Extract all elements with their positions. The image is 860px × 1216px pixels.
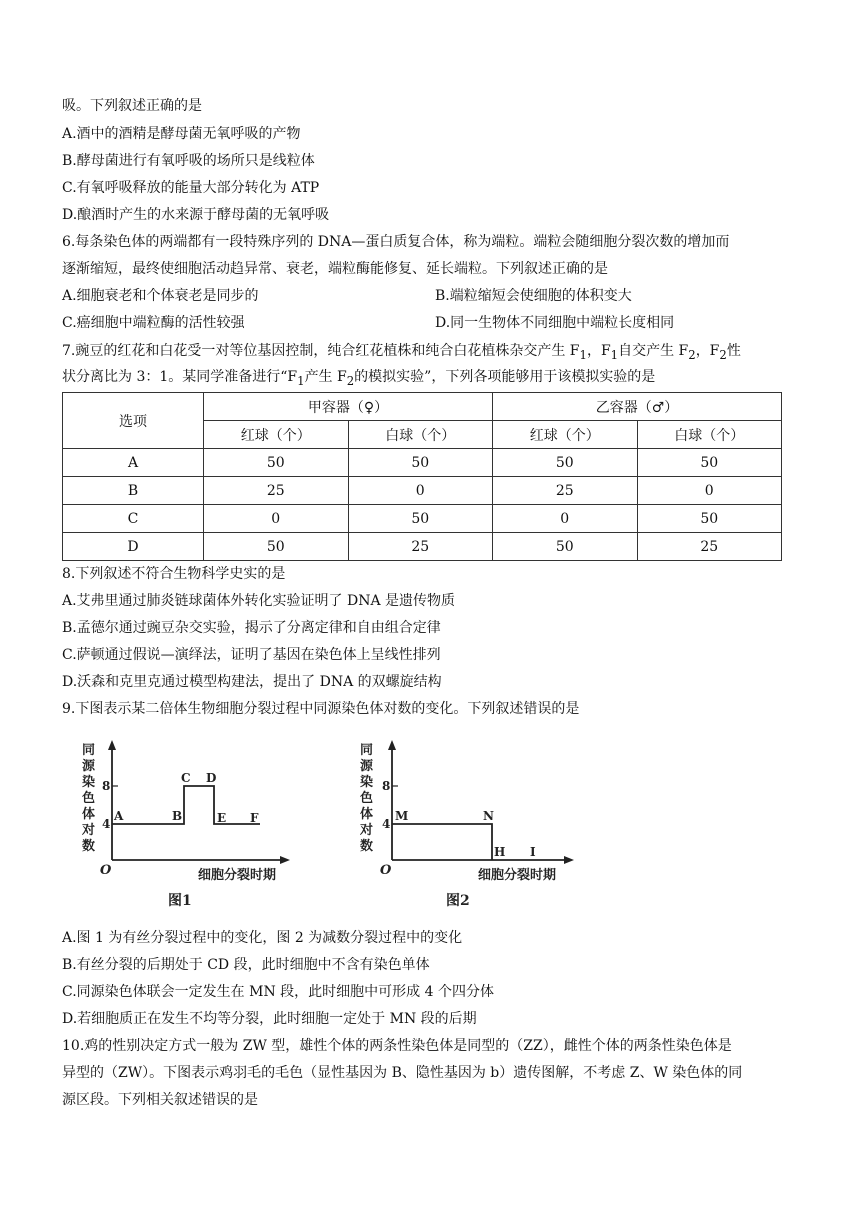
fig1-ylabel-char: 源: [82, 759, 96, 774]
table-cell: 50: [637, 505, 782, 533]
fig2-tick-8: 8: [382, 779, 391, 793]
fig1-origin: O: [100, 863, 112, 878]
q9-option-b: B.有丝分裂的后期处于 CD 段，此时细胞中不含有染色单体: [62, 957, 430, 973]
q10-stem-line3: 源区段。下列相关叙述错误的是: [62, 1092, 258, 1108]
subscript: 1: [579, 347, 587, 362]
table-cell: 50: [493, 449, 638, 477]
q5-option-a: A.酒中的酒精是酵母菌无氧呼吸的产物: [62, 126, 301, 142]
q7-text: 的模拟实验”，下列各项能够用于该模拟实验的是: [354, 369, 656, 385]
table-row: [63, 505, 782, 533]
fig2-caption: 图2: [446, 893, 470, 909]
fig2-ylabel: [359, 743, 374, 854]
fig2-point-h: H: [494, 845, 506, 859]
table-cell: 50: [493, 533, 638, 561]
container-b-header: 乙容器（♂）: [493, 393, 782, 421]
table-cell: 0: [493, 505, 638, 533]
table-cell: 50: [637, 449, 782, 477]
row-label: B: [63, 477, 204, 505]
q5-option-b: B.酵母菌进行有氧呼吸的场所只是线粒体: [62, 153, 315, 169]
fig2-ylabel-char: 体: [360, 807, 374, 822]
subscript: 2: [719, 347, 727, 362]
fig1-ylabel-char: 色: [82, 791, 96, 806]
fig2-x-arrow: [564, 856, 574, 864]
fig2-ylabel-char: 对: [360, 823, 374, 838]
q8-option-a: A.艾弗里通过肺炎链球菌体外转化实验证明了 DNA 是遗传物质: [62, 593, 456, 609]
table-cell: 0: [637, 477, 782, 505]
table-cell: 0: [204, 505, 349, 533]
q8-stem: 8.下列叙述不符合生物科学史实的是: [62, 566, 286, 582]
table-header-row: [63, 393, 782, 421]
q6-option-b: B.端粒缩短会使细胞的体积变大: [435, 288, 632, 304]
row-label: D: [63, 533, 204, 561]
fig1-ylabel-char: 体: [82, 807, 96, 822]
subscript: 2: [346, 373, 355, 388]
q7-text: 状分离比为 3：1。某同学准备进行“F: [62, 369, 298, 385]
option-header-cell: 选项: [63, 393, 204, 449]
fig2-y-arrow: [388, 740, 396, 750]
q7-options-table: [62, 392, 782, 561]
fig1-tick-4: 4: [102, 817, 111, 831]
fig1-point-d: D: [206, 771, 217, 785]
red-header: 红球（个）: [493, 421, 638, 449]
row-label: C: [63, 505, 204, 533]
table-row: [63, 449, 782, 477]
fig1-point-e: E: [217, 811, 227, 825]
fig1-point-a: A: [114, 809, 124, 823]
q9-option-d: D.若细胞质正在发生不均等分裂，此时细胞一定处于 MN 段的后期: [62, 1011, 477, 1027]
q7-text: ，F: [695, 343, 720, 359]
figure-2-graph: [358, 734, 584, 910]
fig1-point-f: F: [250, 811, 259, 825]
table-cell: 50: [348, 449, 493, 477]
q6-option-d: D.同一生物体不同细胞中端粒长度相同: [435, 315, 675, 331]
fig2-ylabel-char: 数: [360, 839, 374, 854]
fig2-xlabel: 细胞分裂时期: [478, 868, 557, 883]
q9-option-c: C.同源染色体联会一定发生在 MN 段，此时细胞中可形成 4 个四分体: [62, 984, 494, 1000]
table-row: [63, 533, 782, 561]
q9-stem: 9.下图表示某二倍体生物细胞分裂过程中同源染色体对数的变化。下列叙述错误的是: [62, 701, 580, 717]
q6-option-c: C.癌细胞中端粒酶的活性较强: [62, 315, 245, 331]
fig2-point-n: N: [483, 809, 494, 823]
q8-option-c: C.萨顿通过假说—演绎法，证明了基因在染色体上呈线性排列: [62, 647, 441, 663]
row-label: A: [63, 449, 204, 477]
red-header: 红球（个）: [204, 421, 349, 449]
table-cell: 50: [204, 533, 349, 561]
q7-stem-line1: [62, 341, 741, 365]
fig1-point-b: B: [172, 809, 183, 823]
fig1-ylabel-char: 数: [82, 839, 96, 854]
q5-option-d: D.酿酒时产生的水来源于酵母菌的无氧呼吸: [62, 207, 330, 223]
fig1-point-c: C: [181, 771, 191, 785]
container-a-header: 甲容器（♀）: [204, 393, 493, 421]
fig1-ylabel: [81, 743, 96, 854]
q10-stem-line2: 异型的（ZW）。下图表示鸡羽毛的毛色（显性基因为 B、隐性基因为 b）遗传图解，不考虑 Z、W 染色体的同: [62, 1065, 743, 1081]
q7-stem-line2: [62, 367, 655, 391]
q5-option-c: C.有氧呼吸释放的能量大部分转化为 ATP: [62, 180, 320, 196]
q9-option-a: A.图 1 为有丝分裂过程中的变化，图 2 为减数分裂过程中的变化: [62, 930, 463, 946]
fig1-ylabel-char: 染: [82, 775, 96, 790]
q7-text: 性: [726, 343, 741, 359]
fig2-tick-4: 4: [382, 817, 391, 831]
table-cell: 25: [348, 533, 493, 561]
subscript: 1: [297, 373, 305, 388]
table-cell: 25: [204, 477, 349, 505]
fig2-ylabel-char: 染: [360, 775, 374, 790]
white-header: 白球（个）: [637, 421, 782, 449]
q7-text: ，F: [586, 343, 611, 359]
fig2-ylabel-char: 同: [360, 743, 374, 758]
subscript: 1: [610, 347, 619, 362]
table-cell: 50: [204, 449, 349, 477]
q10-stem-line1: 10.鸡的性别决定方式一般为 ZW 型，雄性个体的两条性染色体是同型的（ZZ），雌性个体的两条性染色体是: [62, 1038, 732, 1054]
figure-1-graph: [78, 734, 298, 910]
fig1-x-arrow: [280, 856, 290, 864]
fig1-xlabel: 细胞分裂时期: [198, 868, 277, 883]
fig1-ylabel-char: 对: [82, 823, 96, 838]
q6-option-a: A.细胞衰老和个体衰老是同步的: [62, 288, 259, 304]
fig1-ylabel-char: 同: [82, 743, 96, 758]
fig1-tick-8: 8: [102, 779, 111, 793]
fig2-origin: O: [380, 863, 392, 878]
fig1-caption: 图1: [168, 893, 192, 909]
subscript: 2: [688, 347, 696, 362]
fig2-ylabel-char: 源: [360, 759, 374, 774]
q6-stem-line2: 逐渐缩短，最终使细胞活动趋异常、衰老，端粒酶能修复、延长端粒。下列叙述正确的是: [62, 261, 608, 277]
fig1-y-arrow: [108, 740, 116, 750]
fig2-point-m: M: [395, 809, 409, 823]
q7-text: 产生 F: [304, 369, 347, 385]
q8-option-b: B.孟德尔通过豌豆杂交实验，揭示了分离定律和自由组合定律: [62, 620, 441, 636]
q6-stem-line1: 6.每条染色体的两端都有一段特殊序列的 DNA—蛋白质复合体，称为端粒。端粒会随细胞分裂次数的增加而: [62, 234, 730, 250]
q7-text: 自交产生 F: [618, 343, 689, 359]
fig2-curve: [392, 824, 492, 860]
q7-text: 7.豌豆的红花和白花受一对等位基因控制，纯合红花植株和纯合白花植株杂交产生 F: [62, 343, 580, 359]
table-cell: 25: [637, 533, 782, 561]
fig2-point-i: I: [530, 845, 536, 859]
white-header: 白球（个）: [348, 421, 493, 449]
table-row: [63, 477, 782, 505]
table-cell: 50: [348, 505, 493, 533]
text-line: 吸。下列叙述正确的是: [62, 98, 202, 114]
table-cell: 0: [348, 477, 493, 505]
fig2-ylabel-char: 色: [360, 791, 374, 806]
table-cell: 25: [493, 477, 638, 505]
fig1-curve: [112, 786, 260, 824]
q8-option-d: D.沃森和克里克通过模型构建法，提出了 DNA 的双螺旋结构: [62, 674, 442, 690]
